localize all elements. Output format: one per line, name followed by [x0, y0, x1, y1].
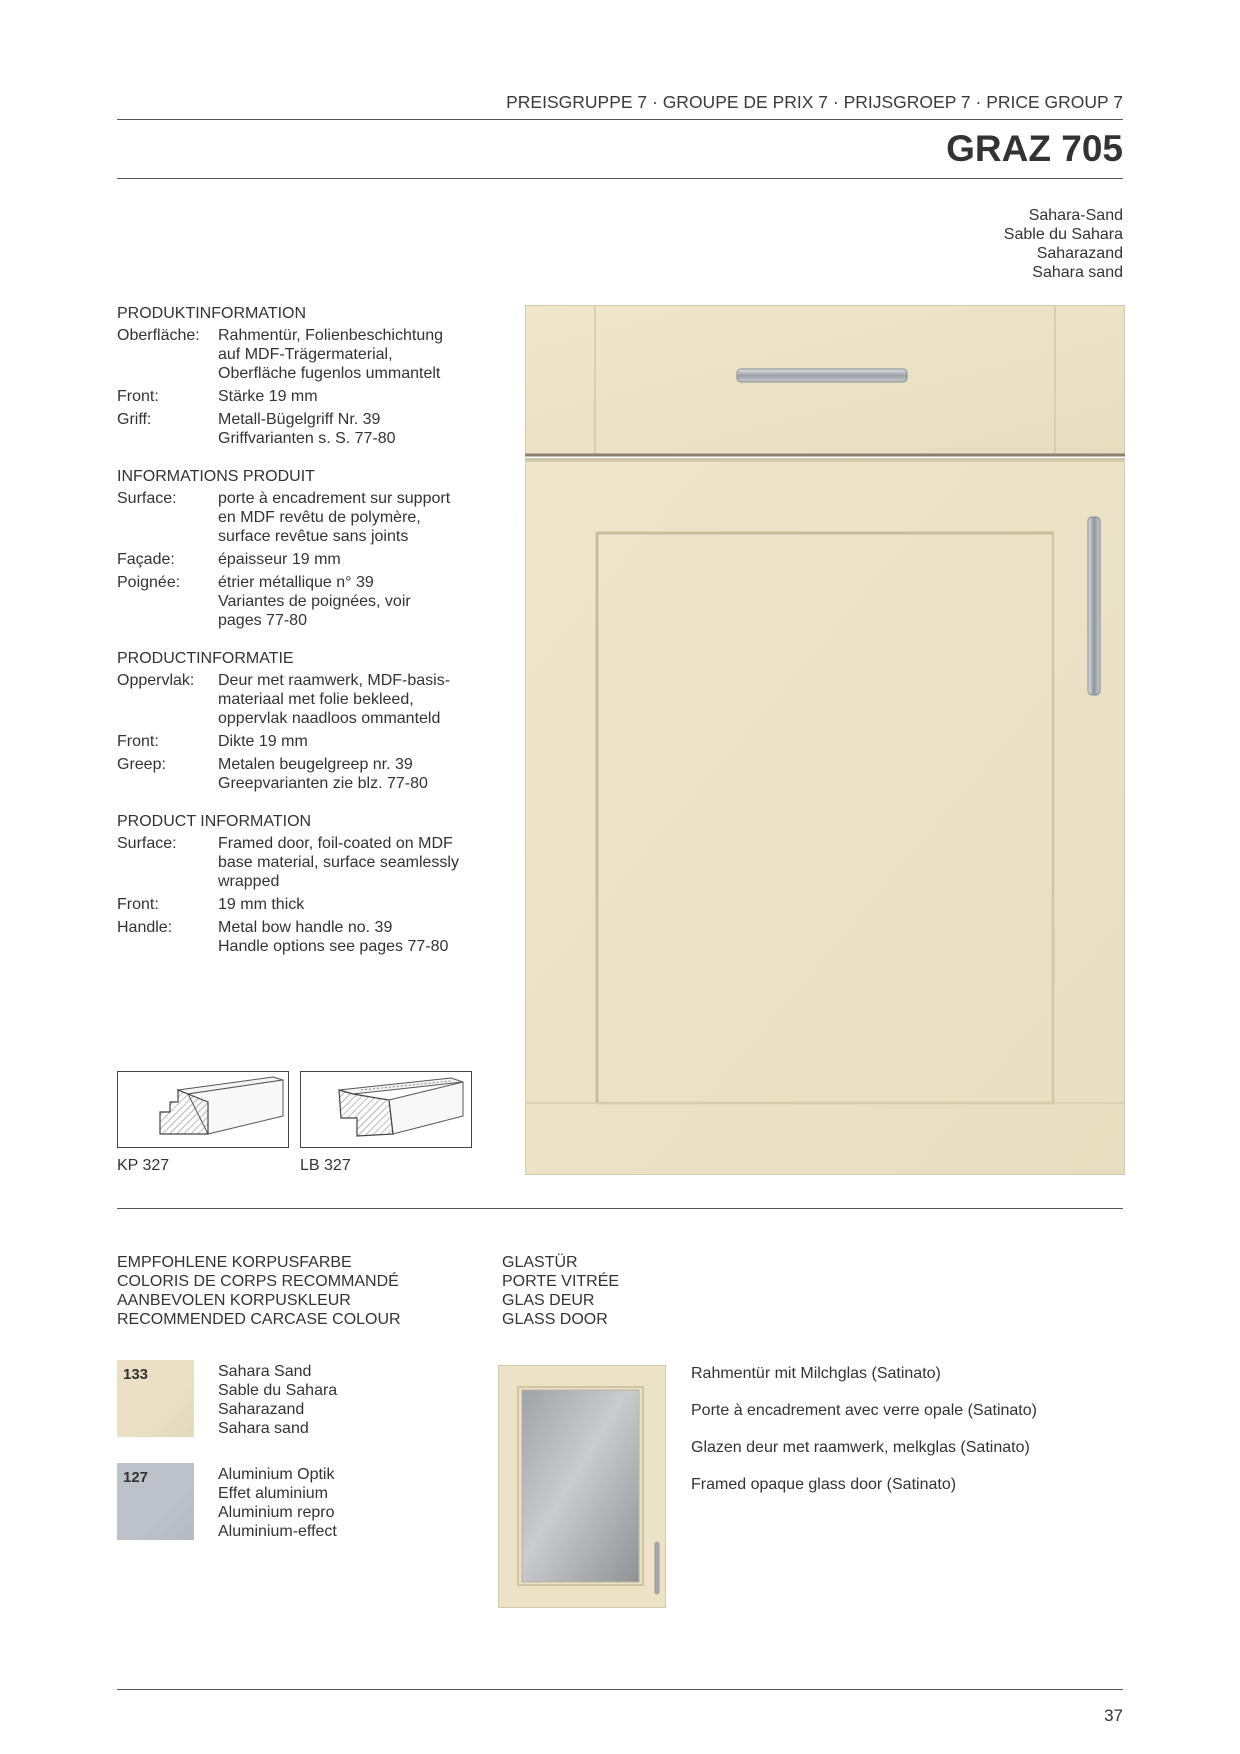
- drawer-handle-icon: [737, 369, 907, 382]
- heading-line: AANBEVOLEN KORPUSKLEUR: [117, 1292, 351, 1309]
- info-line: Dikte 19 mm: [218, 733, 308, 750]
- info-line: oppervlak naadloos ommanteld: [218, 710, 441, 727]
- glass-door-illustration: [498, 1365, 666, 1608]
- profile-kp-icon: [118, 1072, 288, 1147]
- info-heading: PRODUKTINFORMATION: [117, 305, 307, 322]
- info-line: Metall-Bügelgriff Nr. 39: [218, 411, 381, 428]
- info-line: Metal bow handle no. 39: [218, 919, 393, 936]
- profile-lb-icon: [301, 1072, 471, 1147]
- info-value: [218, 387, 477, 406]
- info-value: [218, 410, 477, 448]
- swatch-name: Aluminium Optik: [218, 1466, 335, 1483]
- info-line: Framed door, foil-coated on MDF: [218, 835, 453, 852]
- profile-drawing-lb327: [300, 1071, 472, 1148]
- colour-name-de: Sahara-Sand: [1028, 207, 1123, 224]
- swatch-name: Aluminium-effect: [218, 1523, 337, 1540]
- info-line: étrier métallique n° 39: [218, 574, 374, 591]
- info-value: [218, 732, 477, 751]
- swatch-name: Sahara Sand: [218, 1363, 312, 1380]
- info-line: Metalen beugelgreep nr. 39: [218, 756, 413, 773]
- info-line: Deur met raamwerk, MDF-basis-: [218, 672, 451, 689]
- info-label: Handle:: [117, 919, 173, 936]
- info-line: pages 77-80: [218, 612, 307, 629]
- colour-name-nl: Saharazand: [1036, 245, 1123, 262]
- door-handle-icon: [1088, 517, 1100, 695]
- glass-door-heading: [502, 1253, 619, 1329]
- swatch-names-133: [218, 1362, 337, 1438]
- info-row: [117, 918, 477, 956]
- heading-line: GLASS DOOR: [502, 1311, 608, 1328]
- glass-description: Glazen deur met raamwerk, melkglas (Satinato): [691, 1439, 1030, 1456]
- page-number: 37: [1104, 1706, 1123, 1725]
- info-line: Greepvarianten zie blz. 77-80: [218, 775, 428, 792]
- colour-name-en: Sahara sand: [1032, 264, 1123, 281]
- info-row: [117, 550, 477, 569]
- info-heading: PRODUCTINFORMATIE: [117, 650, 294, 667]
- heading-line: PORTE VITRÉE: [502, 1273, 620, 1290]
- info-line: Griffvarianten s. S. 77-80: [218, 430, 396, 447]
- info-label: Oberfläche:: [117, 327, 200, 344]
- info-line: auf MDF-Trägermaterial,: [218, 346, 393, 363]
- info-value: [218, 895, 477, 914]
- info-label: Greep:: [117, 756, 166, 773]
- colour-name-list: [1004, 206, 1123, 282]
- info-row: [117, 671, 477, 728]
- glass-description: Rahmentür mit Milchglas (Satinato): [691, 1365, 941, 1382]
- swatch-names-127: [218, 1465, 337, 1541]
- info-value: [218, 671, 477, 728]
- info-row: [117, 834, 477, 891]
- info-line: porte à encadrement sur support: [218, 490, 451, 507]
- info-label: Surface:: [117, 490, 177, 507]
- info-line: 19 mm thick: [218, 896, 305, 913]
- info-value: [218, 489, 477, 546]
- info-value: [218, 918, 477, 956]
- info-row: [117, 489, 477, 546]
- glass-pane: [522, 1390, 639, 1582]
- info-label: Oppervlak:: [117, 672, 195, 689]
- glass-door-handle-icon: [655, 1542, 659, 1594]
- colour-name-fr: Sable du Sahara: [1003, 226, 1123, 243]
- glass-description: Framed opaque glass door (Satinato): [691, 1476, 957, 1493]
- info-block-de: [117, 304, 477, 448]
- info-label: Façade:: [117, 551, 175, 568]
- glass-door-descriptions: [691, 1365, 1037, 1513]
- info-line: épaisseur 19 mm: [218, 551, 341, 568]
- info-label: Poignée:: [117, 574, 181, 591]
- info-label: Front:: [117, 388, 159, 405]
- door-front: [525, 461, 1125, 1175]
- info-value: [218, 573, 477, 630]
- profile-caption-kp: KP 327: [117, 1157, 170, 1174]
- info-label: Front:: [117, 896, 159, 913]
- info-heading: INFORMATIONS PRODUIT: [117, 468, 315, 485]
- swatch-number: 127: [123, 1469, 149, 1486]
- info-value: [218, 326, 477, 383]
- info-line: Stärke 19 mm: [218, 388, 318, 405]
- section-rule: [117, 1208, 1123, 1209]
- info-line: Variantes de poignées, voir: [218, 593, 411, 610]
- heading-line: COLORIS DE CORPS RECOMMANDÉ: [117, 1273, 399, 1290]
- info-line: Rahmentür, Folienbeschichtung: [218, 327, 444, 344]
- info-row: [117, 732, 477, 751]
- info-line: base material, surface seamlessly: [218, 854, 459, 871]
- heading-line: RECOMMENDED CARCASE COLOUR: [117, 1311, 401, 1328]
- info-value: [218, 755, 477, 793]
- info-line: surface revêtue sans joints: [218, 528, 409, 545]
- swatch-name: Aluminium repro: [218, 1504, 335, 1521]
- info-row: [117, 326, 477, 383]
- info-row: [117, 387, 477, 406]
- info-row: [117, 410, 477, 448]
- info-row: [117, 755, 477, 793]
- info-block-fr: [117, 467, 477, 630]
- product-information: [117, 304, 477, 975]
- title-rule: [117, 178, 1123, 179]
- carcase-colour-heading: [117, 1253, 401, 1329]
- info-line: en MDF revêtu de polymère,: [218, 509, 421, 526]
- profile-caption-lb: LB 327: [300, 1157, 351, 1174]
- footer-rule: [117, 1689, 1123, 1690]
- info-block-en: [117, 812, 477, 956]
- colour-swatch-133: [117, 1360, 194, 1437]
- glass-description: Porte à encadrement avec verre opale (Satinato): [691, 1402, 1037, 1419]
- info-label: Surface:: [117, 835, 177, 852]
- swatch-name: Sahara sand: [218, 1420, 309, 1437]
- info-line: wrapped: [218, 873, 280, 890]
- colour-swatch-127: [117, 1463, 194, 1540]
- profile-drawing-kp327: [117, 1071, 289, 1148]
- info-line: Handle options see pages 77-80: [218, 938, 449, 955]
- swatch-number: 133: [123, 1366, 149, 1383]
- info-block-nl: [117, 649, 477, 793]
- info-label: Front:: [117, 733, 159, 750]
- header-rule: [117, 119, 1123, 120]
- heading-line: GLASTÜR: [502, 1254, 578, 1271]
- heading-line: GLAS DEUR: [502, 1292, 595, 1309]
- info-value: [218, 834, 477, 891]
- info-heading: PRODUCT INFORMATION: [117, 813, 312, 830]
- info-line: Oberfläche fugenlos ummantelt: [218, 365, 441, 382]
- door-illustration: [525, 305, 1125, 1175]
- info-label: Griff:: [117, 411, 152, 428]
- swatch-name: Effet aluminium: [218, 1485, 328, 1502]
- info-line: materiaal met folie bekleed,: [218, 691, 414, 708]
- heading-line: EMPFOHLENE KORPUSFARBE: [117, 1254, 352, 1271]
- price-group-heading: PREISGRUPPE 7 · GROUPE DE PRIX 7 · PRIJSGROEP 7 · PRICE GROUP 7: [506, 92, 1123, 112]
- info-value: [218, 550, 477, 569]
- model-title: GRAZ 705: [946, 128, 1123, 169]
- swatch-name: Saharazand: [218, 1401, 305, 1418]
- info-row: [117, 573, 477, 630]
- info-row: [117, 895, 477, 914]
- swatch-name: Sable du Sahara: [218, 1382, 338, 1399]
